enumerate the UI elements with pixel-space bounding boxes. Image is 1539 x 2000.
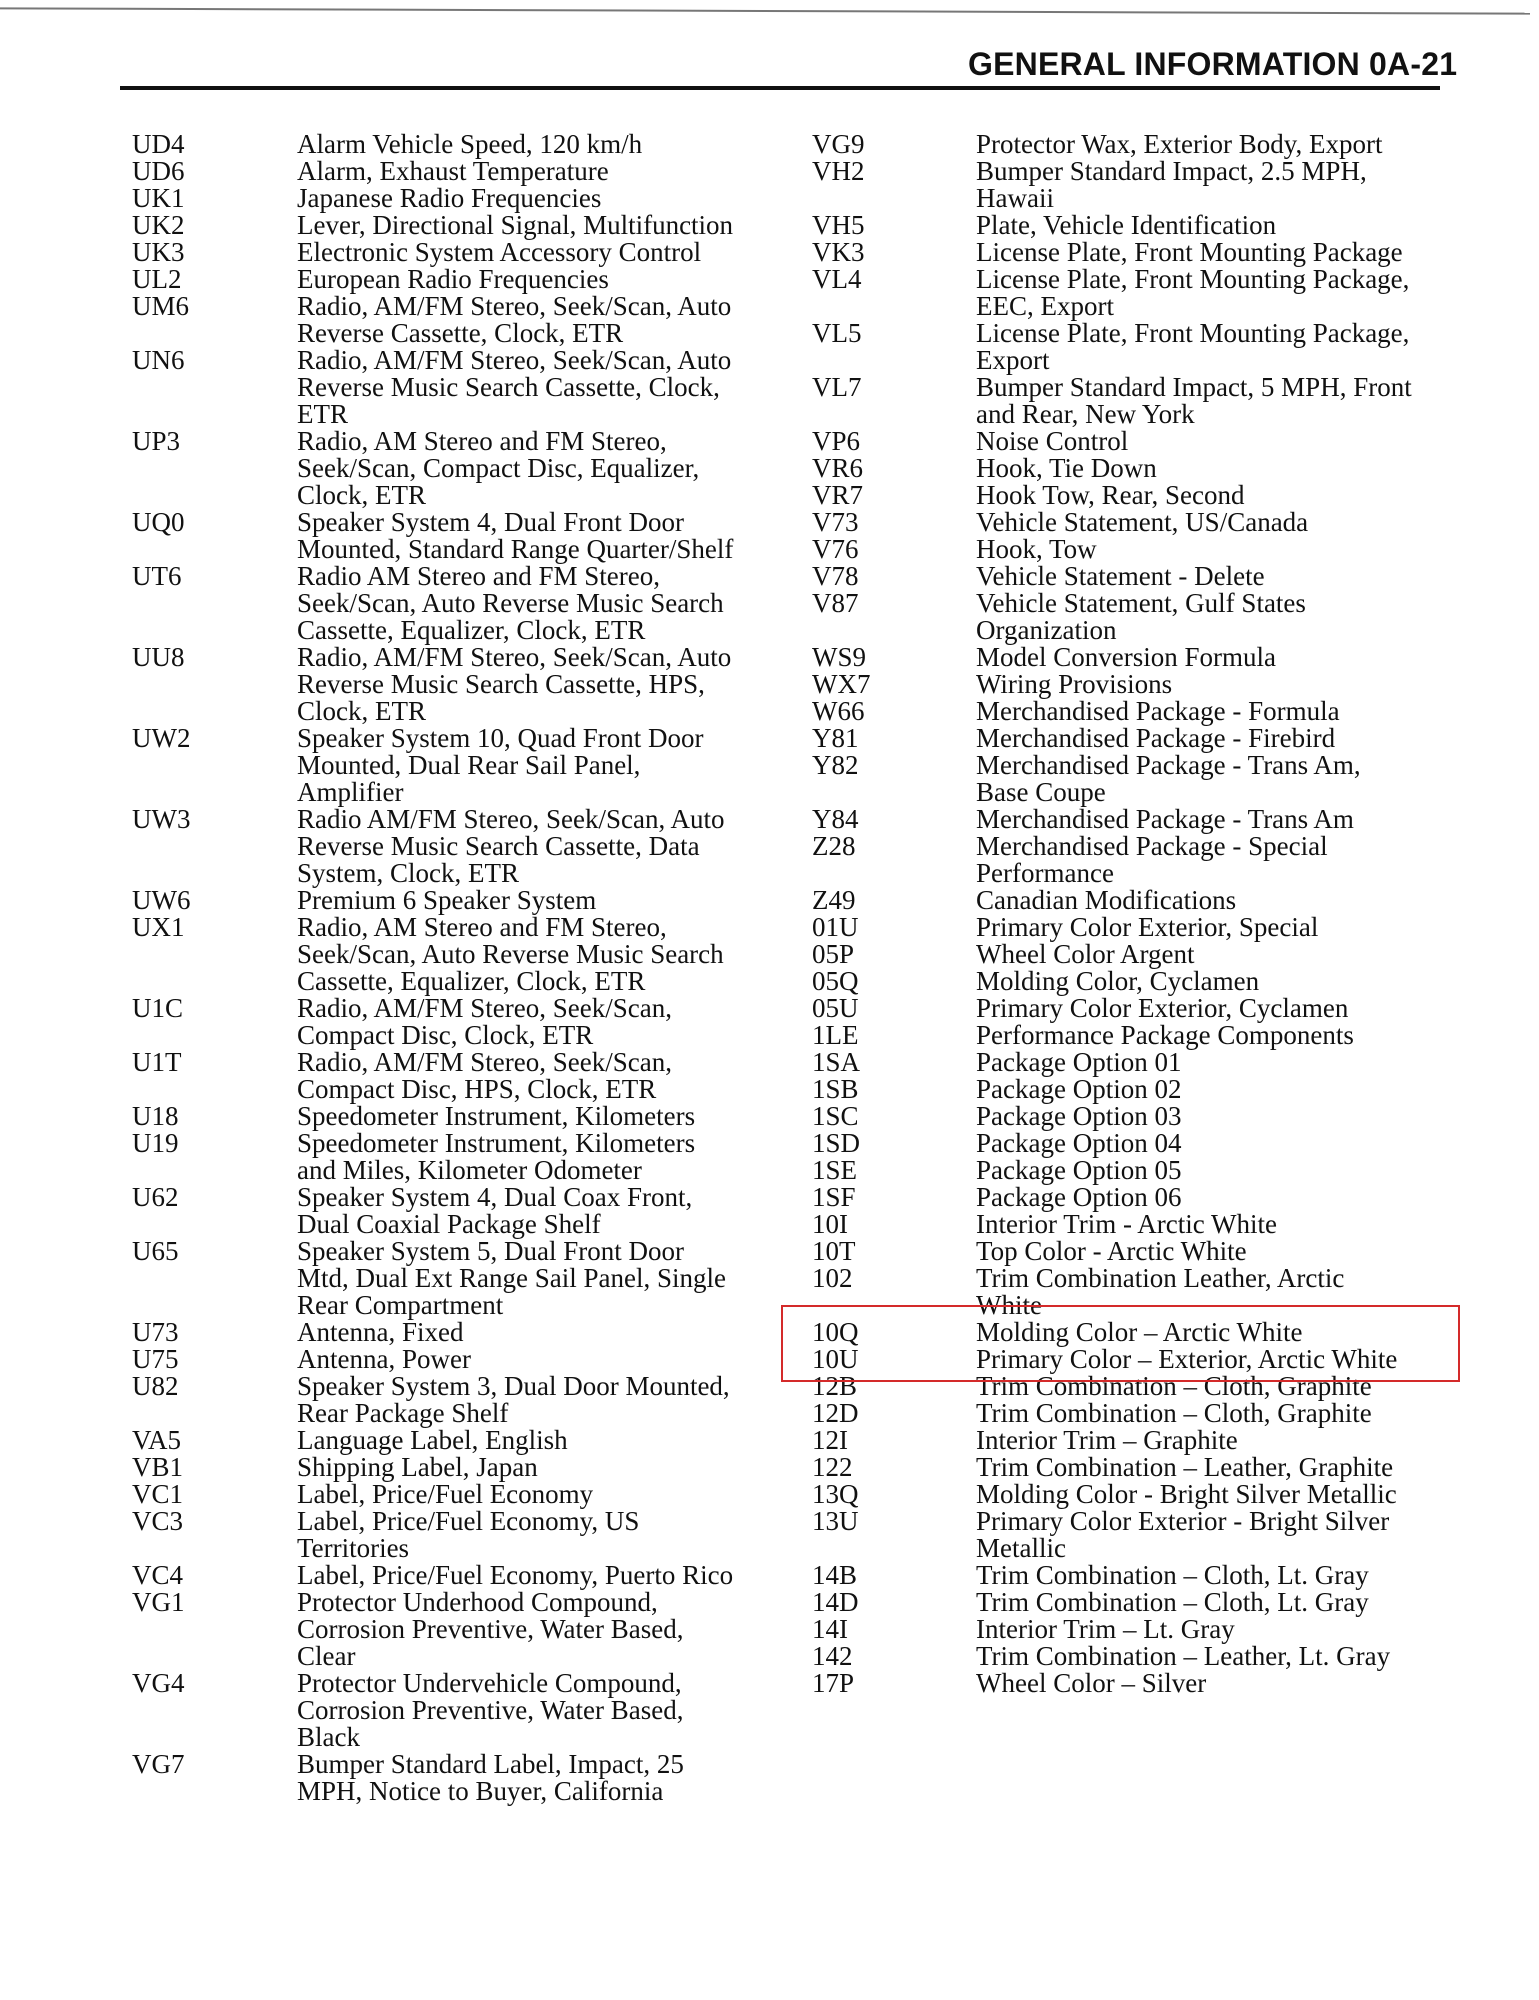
option-description: Molding Color, Cyclamen: [976, 966, 1260, 996]
option-code: Y81: [812, 723, 859, 753]
option-description: Speaker System 4, Dual Front Door Mounted, Standard Range Quarter/Shelf: [297, 507, 734, 564]
option-code: VH2: [812, 156, 865, 186]
option-code: VK3: [812, 237, 865, 267]
option-description: Radio, AM Stereo and FM Stereo, Seek/Scan, Auto Reverse Music Search Cassette, Equalizer, Clock, ETR: [297, 912, 724, 996]
option-code: 10U: [812, 1344, 859, 1374]
option-description: Package Option 01: [976, 1047, 1182, 1077]
option-row: [812, 833, 1452, 887]
option-code: 05Q: [812, 966, 859, 996]
option-description: Hook, Tow: [976, 534, 1097, 564]
option-code: 05P: [812, 939, 855, 969]
option-code: VL7: [812, 372, 862, 402]
option-code: Z28: [812, 831, 856, 861]
option-code: 12B: [812, 1371, 858, 1401]
option-code: VL5: [812, 318, 862, 348]
option-code: 13Q: [812, 1479, 859, 1509]
option-code: VG9: [812, 129, 865, 159]
option-description: Primary Color – Exterior, Arctic White: [976, 1344, 1398, 1374]
option-description: Canadian Modifications: [976, 885, 1237, 915]
option-row: [812, 1616, 1452, 1643]
option-code: U62: [132, 1182, 179, 1212]
option-description: Shipping Label, Japan: [297, 1452, 538, 1482]
option-row: [812, 1103, 1452, 1130]
option-row: [812, 725, 1452, 752]
option-row: [812, 1238, 1452, 1265]
option-row: [812, 509, 1452, 536]
option-code: WS9: [812, 642, 866, 672]
option-row: [132, 428, 772, 509]
option-description: Merchandised Package - Special Performance: [976, 831, 1328, 888]
option-row: [132, 1562, 772, 1589]
option-description: Label, Price/Fuel Economy, Puerto Rico: [297, 1560, 734, 1590]
option-description: Speaker System 5, Dual Front Door Mtd, Dual Ext Range Sail Panel, Single Rear Compartment: [297, 1236, 726, 1320]
option-code: U18: [132, 1101, 179, 1131]
option-description: Merchandised Package - Firebird: [976, 723, 1336, 753]
option-description: Wheel Color Argent: [976, 939, 1195, 969]
option-row: [812, 1076, 1452, 1103]
option-row: [132, 1481, 772, 1508]
option-code: 01U: [812, 912, 859, 942]
option-row: [812, 455, 1452, 482]
option-description: Protector Undervehicle Compound, Corrosion Preventive, Water Based, Black: [297, 1668, 684, 1752]
option-code: 14B: [812, 1560, 858, 1590]
option-row: [132, 1049, 772, 1103]
option-description: Trim Combination – Cloth, Graphite: [976, 1398, 1372, 1428]
option-code: UN6: [132, 345, 185, 375]
option-row: [132, 158, 772, 185]
option-row: [812, 1184, 1452, 1211]
option-description: Speedometer Instrument, Kilometers and Miles, Kilometer Odometer: [297, 1128, 696, 1185]
option-code: UK1: [132, 183, 185, 213]
option-description: Merchandised Package - Trans Am: [976, 804, 1354, 834]
option-code: 14I: [812, 1614, 848, 1644]
option-code: UL2: [132, 264, 182, 294]
option-row: [132, 185, 772, 212]
option-code: U1T: [132, 1047, 182, 1077]
option-description: Bumper Standard Impact, 5 MPH, Front and Rear, New York: [976, 372, 1412, 429]
option-description: License Plate, Front Mounting Package: [976, 237, 1403, 267]
option-description: Alarm Vehicle Speed, 120 km/h: [297, 129, 643, 159]
option-code: 12D: [812, 1398, 859, 1428]
option-code: U19: [132, 1128, 179, 1158]
option-code: 1SC: [812, 1101, 859, 1131]
option-description: Radio, AM Stereo and FM Stereo, Seek/Scan, Compact Disc, Equalizer, Clock, ETR: [297, 426, 700, 510]
option-row: [812, 1427, 1452, 1454]
option-row: [132, 1238, 772, 1319]
option-row: [812, 1022, 1452, 1049]
option-code: VR7: [812, 480, 864, 510]
option-code: UP3: [132, 426, 181, 456]
option-code: VP6: [812, 426, 861, 456]
option-description: Bumper Standard Impact, 2.5 MPH, Hawaii: [976, 156, 1367, 213]
option-code: VA5: [132, 1425, 182, 1455]
option-row: [132, 914, 772, 995]
option-code: 122: [812, 1452, 853, 1482]
option-row: [812, 1670, 1452, 1697]
option-row: [812, 536, 1452, 563]
option-row: [132, 644, 772, 725]
option-description: Radio, AM/FM Stereo, Seek/Scan, Compact Disc, HPS, Clock, ETR: [297, 1047, 672, 1104]
option-description: Vehicle Statement, Gulf States Organization: [976, 588, 1306, 645]
option-description: Protector Underhood Compound, Corrosion Preventive, Water Based, Clear: [297, 1587, 684, 1671]
option-description: Trim Combination – Cloth, Lt. Gray: [976, 1560, 1369, 1590]
option-row: [132, 1103, 772, 1130]
option-description: Radio, AM/FM Stereo, Seek/Scan, Compact Disc, Clock, ETR: [297, 993, 672, 1050]
option-code: 13U: [812, 1506, 859, 1536]
option-description: Top Color - Arctic White: [976, 1236, 1247, 1266]
option-row: [132, 1454, 772, 1481]
page-header-title: GENERAL INFORMATION 0A-21: [968, 46, 1458, 82]
option-code: Y82: [812, 750, 859, 780]
option-description: Noise Control: [976, 426, 1129, 456]
option-code: V78: [812, 561, 859, 591]
option-code: VC4: [132, 1560, 184, 1590]
option-row: [132, 563, 772, 644]
option-code: 10Q: [812, 1317, 859, 1347]
option-code: 1SF: [812, 1182, 856, 1212]
option-code: UD6: [132, 156, 185, 186]
option-row: [812, 1373, 1452, 1400]
option-row: [812, 671, 1452, 698]
option-description: Label, Price/Fuel Economy: [297, 1479, 594, 1509]
option-code: VC3: [132, 1506, 184, 1536]
option-code: 17P: [812, 1668, 855, 1698]
option-code: Z49: [812, 885, 856, 915]
option-code: VC1: [132, 1479, 184, 1509]
option-row: [812, 1265, 1452, 1319]
option-code: VG7: [132, 1749, 185, 1779]
option-description: European Radio Frequencies: [297, 264, 609, 294]
option-code: UK2: [132, 210, 185, 240]
option-description: Performance Package Components: [976, 1020, 1354, 1050]
option-code: U1C: [132, 993, 184, 1023]
option-description: Radio AM/FM Stereo, Seek/Scan, Auto Reverse Music Search Cassette, Data System, Clock, ETR: [297, 804, 725, 888]
option-description: Package Option 02: [976, 1074, 1182, 1104]
option-row: [132, 1319, 772, 1346]
option-description: Trim Combination Leather, Arctic White: [976, 1263, 1345, 1320]
option-row: [132, 725, 772, 806]
option-description: Lever, Directional Signal, Multifunction: [297, 210, 734, 240]
option-row: [132, 1346, 772, 1373]
option-code: 14D: [812, 1587, 859, 1617]
option-description: Radio, AM/FM Stereo, Seek/Scan, Auto Reverse Music Search Cassette, Clock, ETR: [297, 345, 732, 429]
option-code: UQ0: [132, 507, 185, 537]
option-description: Speaker System 3, Dual Door Mounted, Rear Package Shelf: [297, 1371, 730, 1428]
option-code: UU8: [132, 642, 185, 672]
option-row: [812, 1157, 1452, 1184]
option-row: [812, 995, 1452, 1022]
option-code: V76: [812, 534, 859, 564]
option-description: Radio, AM/FM Stereo, Seek/Scan, Auto Reverse Cassette, Clock, ETR: [297, 291, 732, 348]
option-row: [812, 1400, 1452, 1427]
option-row: [812, 1589, 1452, 1616]
option-code: VR6: [812, 453, 864, 483]
option-description: Vehicle Statement, US/Canada: [976, 507, 1309, 537]
option-row: [812, 131, 1452, 158]
option-row: [812, 968, 1452, 995]
option-row: [812, 374, 1452, 428]
option-description: Interior Trim – Lt. Gray: [976, 1614, 1235, 1644]
option-description: Wiring Provisions: [976, 669, 1173, 699]
option-row: [132, 212, 772, 239]
option-row: [132, 1184, 772, 1238]
option-code: 10T: [812, 1236, 856, 1266]
option-description: Protector Wax, Exterior Body, Export: [976, 129, 1383, 159]
option-code: V87: [812, 588, 859, 618]
option-row: [812, 752, 1452, 806]
option-code: UD4: [132, 129, 185, 159]
option-description: Trim Combination – Leather, Graphite: [976, 1452, 1394, 1482]
header-rule: [120, 86, 1440, 90]
option-row: [132, 1508, 772, 1562]
option-code: 1SD: [812, 1128, 861, 1158]
option-code: 142: [812, 1641, 853, 1671]
option-description: Speedometer Instrument, Kilometers: [297, 1101, 696, 1131]
option-code: 102: [812, 1263, 853, 1293]
option-description: Vehicle Statement - Delete: [976, 561, 1265, 591]
option-description: Model Conversion Formula: [976, 642, 1276, 672]
option-description: Antenna, Fixed: [297, 1317, 464, 1347]
option-description: Hook, Tie Down: [976, 453, 1157, 483]
option-row: [132, 509, 772, 563]
option-code: UX1: [132, 912, 185, 942]
option-description: Plate, Vehicle Identification: [976, 210, 1277, 240]
option-description: Interior Trim – Graphite: [976, 1425, 1238, 1455]
option-description: Merchandised Package - Formula: [976, 696, 1340, 726]
option-description: Japanese Radio Frequencies: [297, 183, 602, 213]
option-description: Alarm, Exhaust Temperature: [297, 156, 609, 186]
option-row: [812, 941, 1452, 968]
option-description: Primary Color Exterior, Special: [976, 912, 1319, 942]
option-row: [812, 1319, 1452, 1346]
option-row: [132, 293, 772, 347]
option-code: VH5: [812, 210, 865, 240]
option-description: Label, Price/Fuel Economy, US Territories: [297, 1506, 640, 1563]
option-description: Radio, AM/FM Stereo, Seek/Scan, Auto Reverse Music Search Cassette, HPS, Clock, ETR: [297, 642, 732, 726]
option-code: UW2: [132, 723, 191, 753]
option-code: 12I: [812, 1425, 848, 1455]
option-row: [812, 212, 1452, 239]
option-row: [812, 1562, 1452, 1589]
option-row: [812, 806, 1452, 833]
option-row: [812, 590, 1452, 644]
option-row: [812, 320, 1452, 374]
option-row: [132, 1427, 772, 1454]
option-description: Package Option 04: [976, 1128, 1182, 1158]
option-code: 10I: [812, 1209, 848, 1239]
option-code: V73: [812, 507, 859, 537]
option-code: UW6: [132, 885, 191, 915]
option-row: [132, 1373, 772, 1427]
option-code: UK3: [132, 237, 185, 267]
option-description: Trim Combination – Leather, Lt. Gray: [976, 1641, 1391, 1671]
option-row: [132, 239, 772, 266]
option-row: [132, 887, 772, 914]
option-description: Trim Combination – Cloth, Graphite: [976, 1371, 1372, 1401]
option-description: Speaker System 10, Quad Front Door Mounted, Dual Rear Sail Panel, Amplifier: [297, 723, 704, 807]
option-code: UT6: [132, 561, 182, 591]
option-description: Trim Combination – Cloth, Lt. Gray: [976, 1587, 1369, 1617]
option-description: Package Option 05: [976, 1155, 1182, 1185]
option-row: [132, 995, 772, 1049]
option-code: 1SE: [812, 1155, 858, 1185]
top-scan-rule: [0, 7, 1530, 14]
option-description: Molding Color – Arctic White: [976, 1317, 1303, 1347]
option-row: [132, 347, 772, 428]
option-row: [132, 806, 772, 887]
option-code: UM6: [132, 291, 190, 321]
option-row: [132, 131, 772, 158]
option-row: [812, 266, 1452, 320]
option-code: W66: [812, 696, 865, 726]
option-row: [812, 1130, 1452, 1157]
option-description: Bumper Standard Label, Impact, 25 MPH, Notice to Buyer, California: [297, 1749, 684, 1806]
option-code: U65: [132, 1236, 179, 1266]
option-code: U75: [132, 1344, 179, 1374]
option-row: [812, 644, 1452, 671]
option-row: [812, 563, 1452, 590]
option-description: Hook Tow, Rear, Second: [976, 480, 1245, 510]
option-code: VL4: [812, 264, 862, 294]
right-column: [812, 131, 1452, 1697]
option-description: Molding Color - Bright Silver Metallic: [976, 1479, 1397, 1509]
option-row: [812, 482, 1452, 509]
option-description: Package Option 06: [976, 1182, 1182, 1212]
option-row: [812, 698, 1452, 725]
option-code: 05U: [812, 993, 859, 1023]
option-description: Interior Trim - Arctic White: [976, 1209, 1277, 1239]
option-row: [812, 428, 1452, 455]
option-code: VB1: [132, 1452, 184, 1482]
option-row: [812, 914, 1452, 941]
option-row: [132, 1589, 772, 1670]
option-row: [132, 266, 772, 293]
option-description: Premium 6 Speaker System: [297, 885, 597, 915]
option-row: [812, 158, 1452, 212]
option-description: Merchandised Package - Trans Am, Base Coupe: [976, 750, 1361, 807]
option-row: [812, 1211, 1452, 1238]
option-code: WX7: [812, 669, 871, 699]
option-description: Package Option 03: [976, 1101, 1182, 1131]
option-description: Antenna, Power: [297, 1344, 471, 1374]
option-row: [132, 1751, 772, 1805]
option-row: [812, 1643, 1452, 1670]
option-code: 1SA: [812, 1047, 861, 1077]
option-code: 1LE: [812, 1020, 859, 1050]
left-column: [132, 131, 772, 1805]
option-row: [132, 1130, 772, 1184]
option-code: U82: [132, 1371, 179, 1401]
option-description: Speaker System 4, Dual Coax Front, Dual Coaxial Package Shelf: [297, 1182, 693, 1239]
option-code: VG1: [132, 1587, 185, 1617]
option-description: License Plate, Front Mounting Package, Export: [976, 318, 1410, 375]
option-code: UW3: [132, 804, 191, 834]
option-code: U73: [132, 1317, 179, 1347]
option-row: [812, 1454, 1452, 1481]
option-row: [812, 1508, 1452, 1562]
option-description: Primary Color Exterior - Bright Silver Metallic: [976, 1506, 1390, 1563]
option-description: Wheel Color – Silver: [976, 1668, 1207, 1698]
option-code: 1SB: [812, 1074, 859, 1104]
option-description: License Plate, Front Mounting Package, EEC, Export: [976, 264, 1410, 321]
option-description: Electronic System Accessory Control: [297, 237, 702, 267]
option-description: Primary Color Exterior, Cyclamen: [976, 993, 1349, 1023]
option-code: VG4: [132, 1668, 185, 1698]
option-description: Language Label, English: [297, 1425, 568, 1455]
option-row: [812, 887, 1452, 914]
option-row: [812, 1346, 1452, 1373]
option-code: Y84: [812, 804, 859, 834]
option-row: [812, 239, 1452, 266]
option-row: [812, 1481, 1452, 1508]
option-row: [132, 1670, 772, 1751]
option-description: Radio AM Stereo and FM Stereo, Seek/Scan, Auto Reverse Music Search Cassette, Equalizer, Clock, ETR: [297, 561, 724, 645]
option-row: [812, 1049, 1452, 1076]
